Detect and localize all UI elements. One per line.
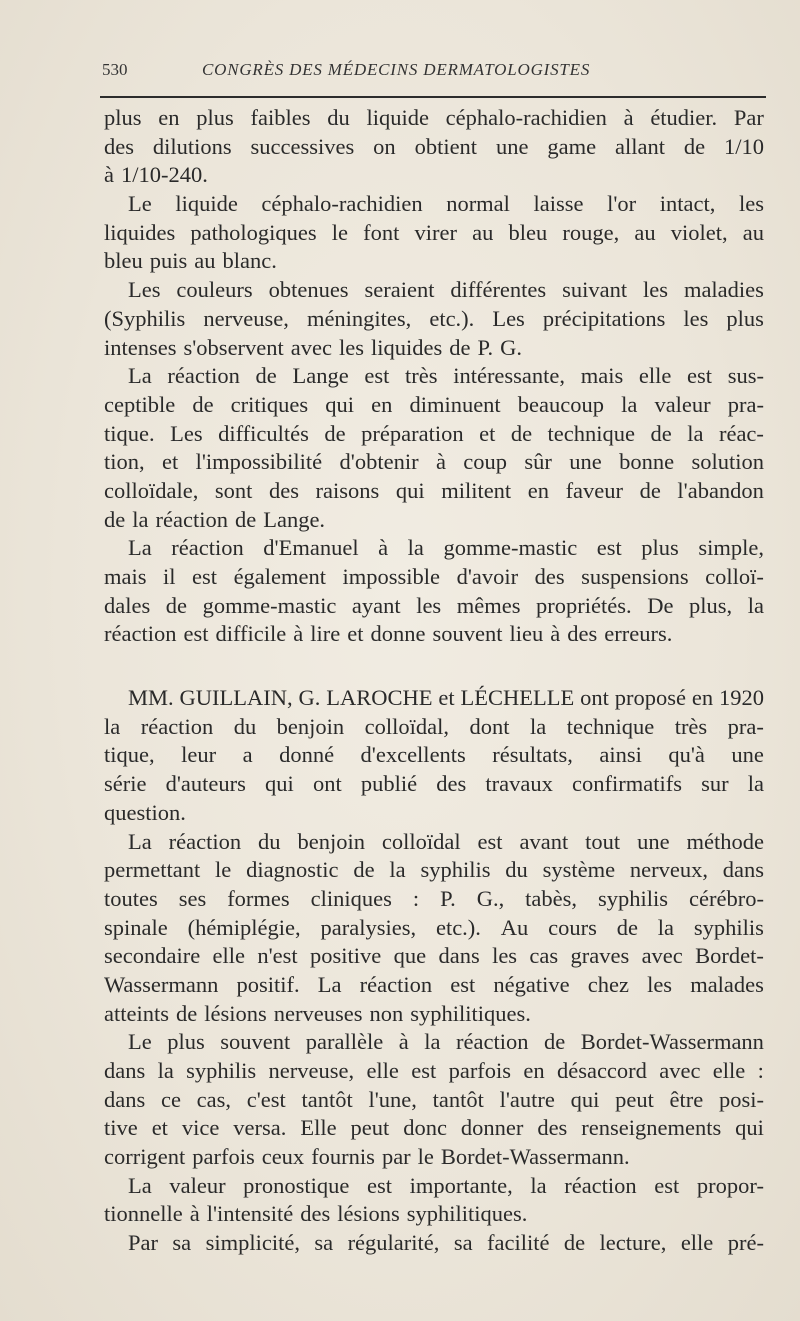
- paragraph: [104, 104, 764, 190]
- paragraph: [104, 1172, 764, 1229]
- text-line: Le liquide céphalo-rachidien normal laisse l'or intact, les: [128, 191, 764, 217]
- text-line: de la réaction de Lange.: [104, 506, 326, 532]
- text-line: plus en plus faibles du liquide céphalo-rachidien à étudier. Par: [104, 105, 764, 130]
- text-line: question.: [104, 799, 186, 825]
- text-line: réaction est difficile à lire et donne souvent lieu à des erreurs.: [104, 621, 673, 647]
- page-header: [102, 58, 766, 88]
- text-line: Wassermann positif. La réaction est négative chez les malades: [104, 971, 764, 997]
- text-line: colloïdale, sont des raisons qui militent en faveur de l'abandon: [104, 477, 764, 503]
- paragraph: [104, 362, 764, 534]
- paragraph: [104, 276, 764, 362]
- text-line: spinale (hémiplégie, paralysies, etc.). Au cours de la syphilis: [104, 914, 764, 940]
- text-line: liquides pathologiques le font virer au bleu rouge, au violet, au: [104, 219, 764, 245]
- header-rule: [100, 96, 766, 98]
- text-line: série d'auteurs qui ont publié des travaux confirmatifs sur la: [104, 771, 764, 797]
- text-line: ceptible de critiques qui en diminuent beaucoup la valeur pra-: [104, 391, 764, 417]
- text-line: Les couleurs obtenues seraient différentes suivant les maladies: [128, 277, 764, 303]
- text-line: dans la syphilis nerveuse, elle est parfois en désaccord avec elle :: [104, 1058, 764, 1083]
- text-line: tion, et l'impossibilité d'obtenir à coup sûr une bonne solution: [104, 449, 764, 475]
- paragraph: [104, 1229, 764, 1258]
- text-line: bleu puis au blanc.: [104, 248, 277, 274]
- text-line: La valeur pronostique est importante, la réaction est propor-: [128, 1172, 764, 1198]
- paragraph: [104, 534, 764, 649]
- text-line: à 1/10-240.: [104, 162, 208, 188]
- text-line: des dilutions successives on obtient une game allant de 1/10: [104, 133, 764, 159]
- text-line: La réaction de Lange est très intéressante, mais elle est sus-: [128, 363, 764, 389]
- text-line: tive et vice versa. Elle peut donc donner des renseignements qui: [104, 1115, 764, 1141]
- text-line: MM. GUILLAIN, G. LAROCHE et LÉCHELLE ont proposé en 1920: [128, 685, 764, 711]
- text-line: intenses s'observent avec les liquides de P. G.: [104, 334, 523, 360]
- text-line: tionnelle à l'intensité des lésions syphilitiques.: [104, 1201, 528, 1227]
- paragraph: [104, 828, 764, 1029]
- paragraph-gap: [104, 649, 764, 684]
- text-line: secondaire elle n'est positive que dans les cas graves avec Bordet-: [104, 943, 764, 969]
- paragraph: [104, 190, 764, 276]
- text-line: toutes ses formes cliniques : P. G., tabès, syphilis cérébro-: [104, 885, 764, 911]
- text-line: tique. Les difficultés de préparation et de technique de la réac-: [104, 420, 764, 446]
- paragraph: [104, 684, 764, 827]
- running-title: CONGRÈS DES MÉDECINS DERMATOLOGISTES: [202, 60, 591, 79]
- text-line: Le plus souvent parallèle à la réaction de Bordet-Wassermann: [128, 1029, 764, 1055]
- text-line: Par sa simplicité, sa régularité, sa facilité de lecture, elle pré-: [128, 1230, 764, 1256]
- text-line: dales de gomme-mastic ayant les mêmes propriétés. De plus, la: [104, 592, 764, 618]
- text-line: mais il est également impossible d'avoir des suspensions colloï-: [104, 564, 764, 589]
- text-line: permettant le diagnostic de la syphilis du système nerveux, dans: [104, 857, 764, 883]
- text-line: tique, leur a donné d'excellents résultats, ainsi qu'à une: [104, 742, 764, 768]
- paragraph: [104, 1028, 764, 1171]
- text-line: atteints de lésions nerveuses non syphilitiques.: [104, 1000, 531, 1026]
- text-line: corrigent parfois ceux fournis par le Bordet-Wassermann.: [104, 1144, 630, 1170]
- text-line: la réaction du benjoin colloïdal, dont la technique très pra-: [104, 713, 764, 739]
- text-line: dans ce cas, c'est tantôt l'une, tantôt l'autre qui peut être posi-: [104, 1086, 764, 1112]
- page-number: 530: [102, 60, 128, 79]
- text-line: La réaction du benjoin colloïdal est avant tout une méthode: [128, 828, 764, 854]
- text-line: La réaction d'Emanuel à la gomme-mastic est plus simple,: [128, 535, 764, 561]
- text-line: (Syphilis nerveuse, méningites, etc.). Les précipitations les plus: [104, 305, 764, 331]
- body-text: [104, 104, 764, 1258]
